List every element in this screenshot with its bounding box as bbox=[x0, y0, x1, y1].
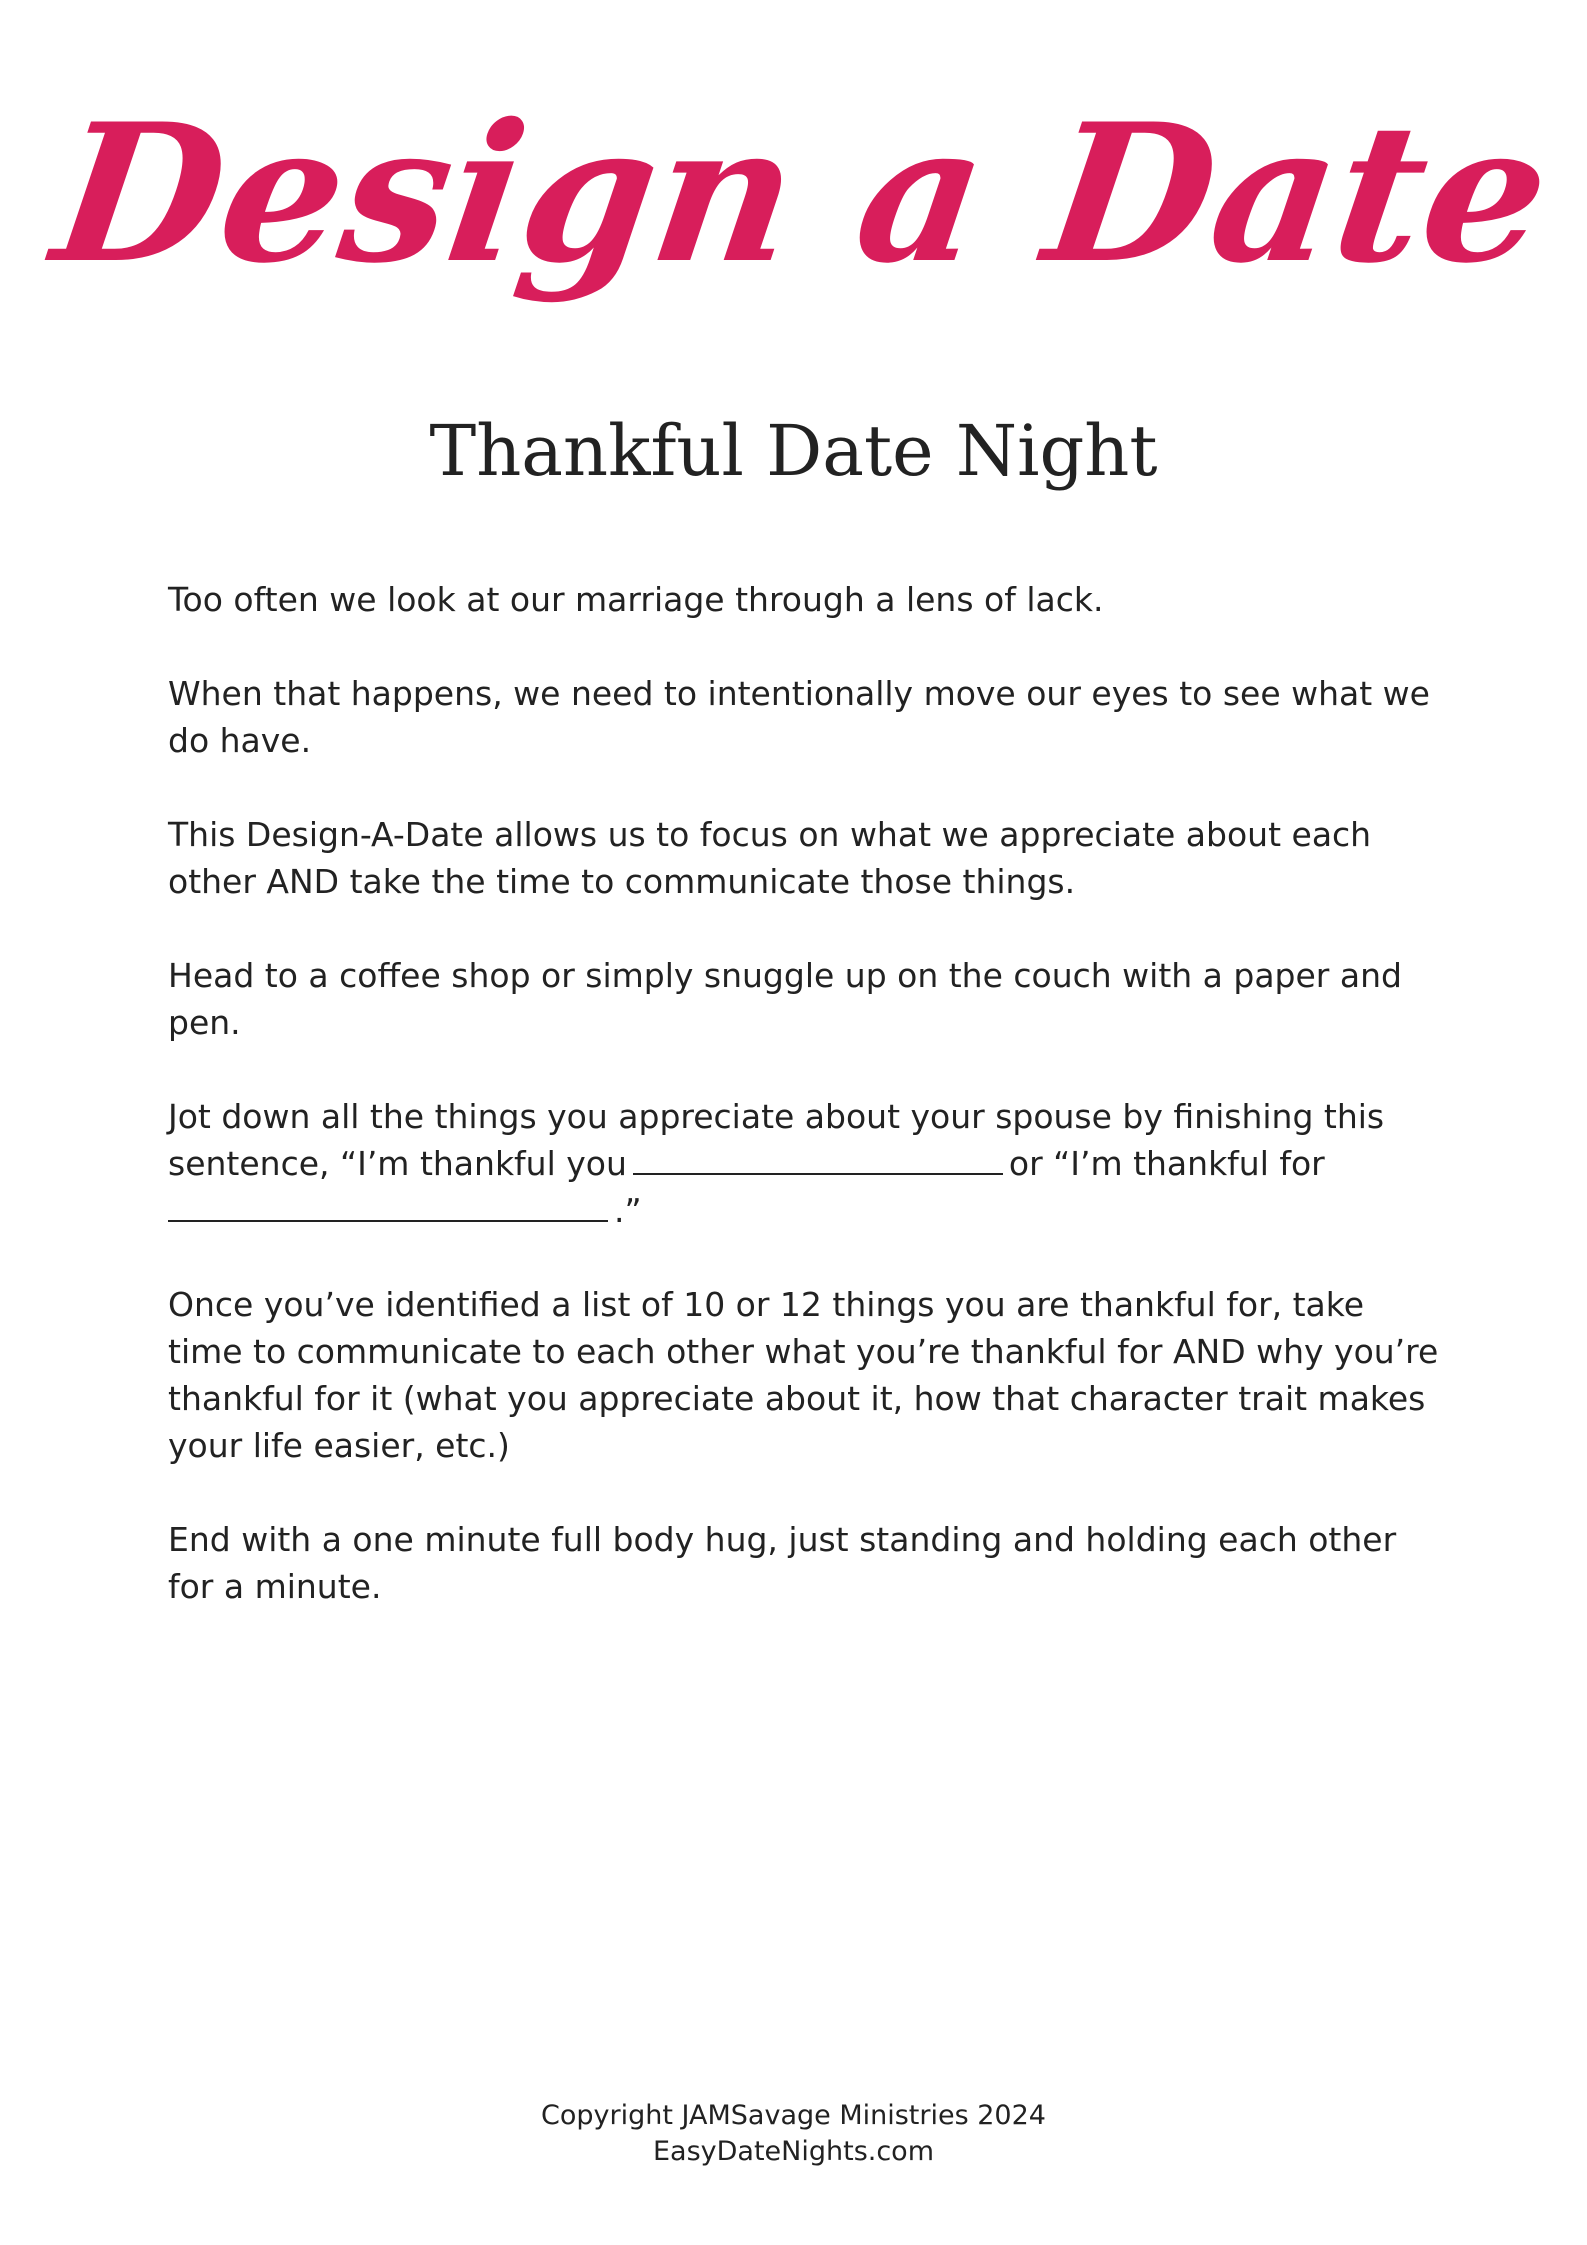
paragraph-1: Too often we look at our marriage through a lens of lack. bbox=[168, 580, 1104, 619]
fill-in-end: .” bbox=[614, 1191, 642, 1230]
blank-line-2 bbox=[168, 1190, 608, 1222]
fill-in-lead: Jot down all the things you appreciate about your spouse by finishing this sentence, “I’m thankful you bbox=[168, 1097, 1385, 1183]
fill-in-middle: or “I’m thankful for bbox=[1008, 1144, 1325, 1183]
page-title: Thankful Date Night bbox=[429, 410, 1158, 492]
blank-line-1 bbox=[633, 1143, 1003, 1175]
footer-website: EasyDateNights.com bbox=[652, 2136, 935, 2167]
paragraph-4: Head to a coffee shop or simply snuggle up on the couch with a paper and pen. bbox=[168, 956, 1402, 1042]
body-text bbox=[168, 576, 1448, 1657]
brand-title-logo bbox=[0, 60, 1587, 340]
footer bbox=[0, 2098, 1587, 2170]
paragraph-6: Once you’ve identified a list of 10 or 12 things you are thankful for, take time to communicate to each other what you’re thankful for AND why you’re thankful for it (what you appreciate about it, how that character trait makes your life easier, etc.) bbox=[168, 1285, 1439, 1465]
brand-title-text: Design a Date bbox=[42, 82, 1562, 306]
paragraph-fill-in bbox=[168, 1093, 1448, 1234]
paragraph-2: When that happens, we need to intentionally move our eyes to see what we do have. bbox=[168, 674, 1430, 760]
paragraph-7: End with a one minute full body hug, just standing and holding each other for a minute. bbox=[168, 1520, 1397, 1606]
paragraph-3: This Design-A-Date allows us to focus on what we appreciate about each other AND take the time to communicate those things. bbox=[168, 815, 1372, 901]
footer-copyright: Copyright JAMSavage Ministries 2024 bbox=[541, 2100, 1046, 2131]
